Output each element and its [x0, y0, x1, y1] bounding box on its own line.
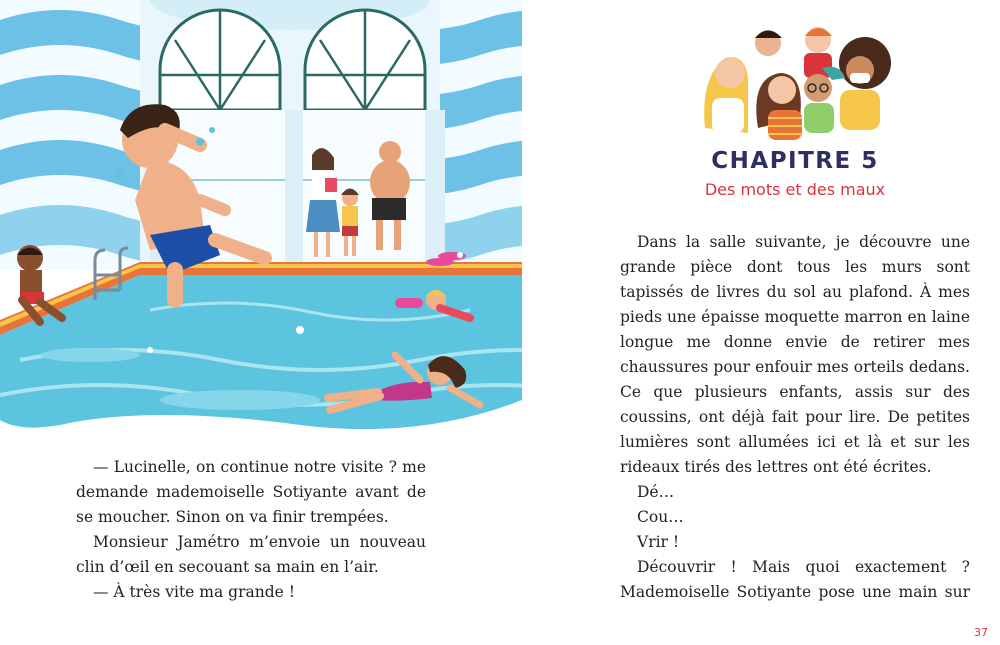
- left-page-text: [76, 455, 426, 605]
- right-page-text: [620, 230, 970, 605]
- chapter-title: CHAPITRE 5: [711, 148, 879, 174]
- paragraph: Découvrir ! Mais quoi exactement ? Mademoiselle Sotiyante pose une main sur: [620, 558, 970, 601]
- pool-illustration: [0, 0, 522, 435]
- paragraph: — Lucinelle, on continue notre visite ? me demande mademoiselle Sotiyante avant de se moucher. Sinon on va finir trempées.: [76, 458, 426, 526]
- paragraph: Dé…: [637, 483, 675, 501]
- page-number: 37: [974, 626, 988, 639]
- chapter-subtitle: Des mots et des maux: [704, 180, 886, 199]
- paragraph: Cou…: [637, 508, 684, 526]
- paragraph: Monsieur Jamétro m’envoie un nouveau clin d’œil en secouant sa main en l’air.: [76, 533, 426, 576]
- children-group-illustration: [700, 18, 900, 148]
- paragraph: — À très vite ma grande !: [93, 583, 295, 601]
- paragraph: Dans la salle suivante, je découvre une grande pièce dont tous les murs sont tapissés de livres du sol au plafond. À mes pieds une épaisse moquette marron en laine longue me donne envie de retirer mes chaussures pour enfouir mes orteils dedans. Ce que plusieurs enfants, assis sur des coussins, ont déjà fait pour lire. De petites lumières sont allumées ici et là et sur les rideaux tirés des lettres ont été écrites.: [620, 233, 970, 476]
- paragraph: Vrir !: [637, 533, 680, 551]
